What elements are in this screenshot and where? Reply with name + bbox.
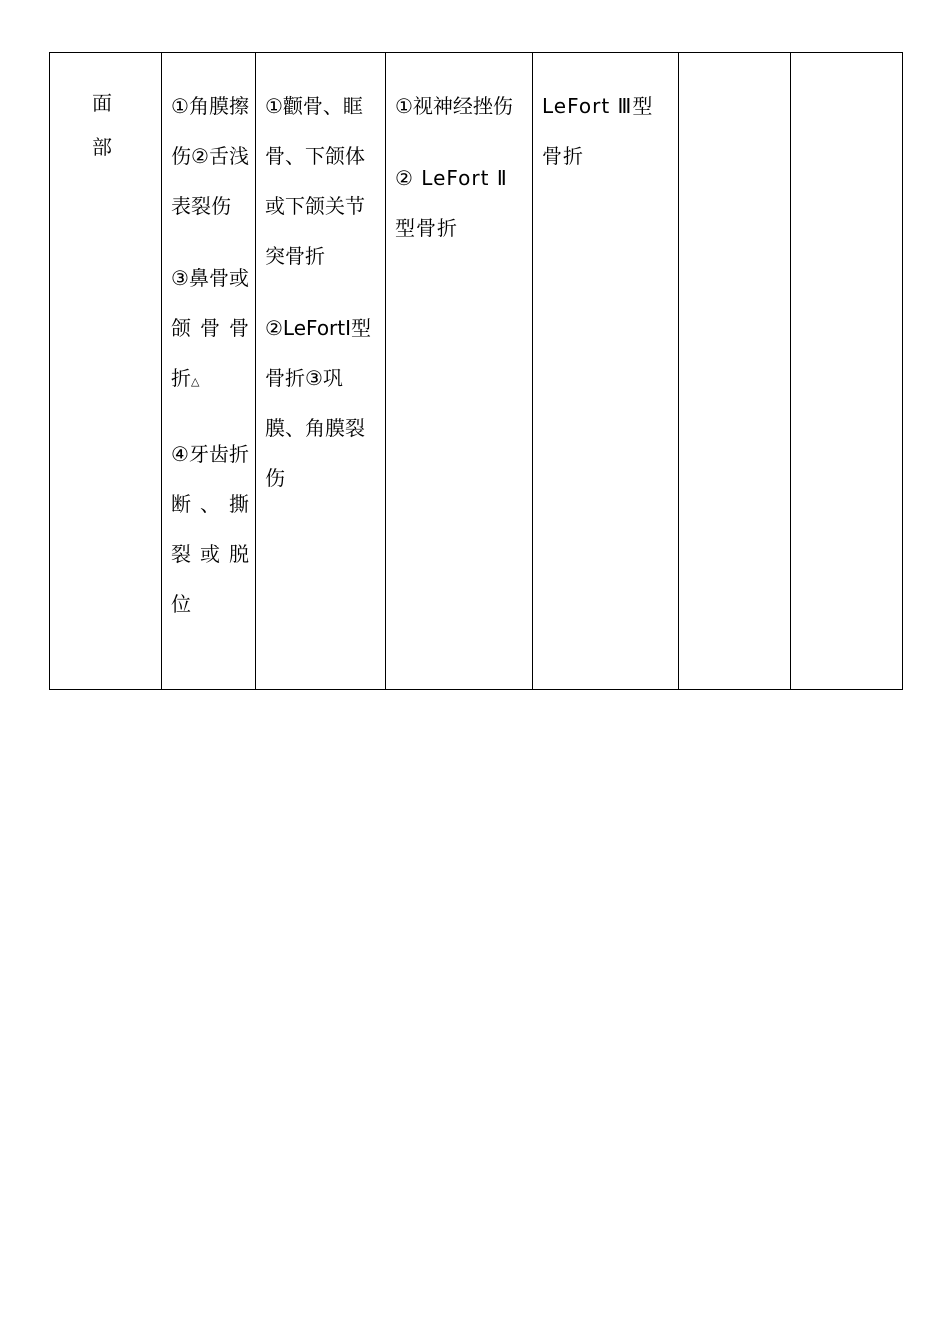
region-label-line2: 部 xyxy=(92,135,112,159)
grade-cell-4 xyxy=(533,53,679,690)
grade-2-item-2: ②LeFortⅠ型骨折③巩膜、角膜裂伤 xyxy=(265,316,372,490)
triangle-mark: △ xyxy=(191,375,200,388)
grade-3-item-1: ①视神经挫伤 xyxy=(395,94,513,118)
injury-grade-table xyxy=(49,52,903,690)
region-cell xyxy=(50,53,162,690)
grade-3-item-2: ② LeFort Ⅱ型骨折 xyxy=(395,166,508,240)
grade-cell-1 xyxy=(162,53,256,690)
grade-cell-5 xyxy=(679,53,791,690)
region-label-line1: 面 xyxy=(92,91,112,115)
grade-1-item-2 xyxy=(171,253,249,407)
grade-1-item-3: ④牙齿折断、撕裂或脱位 xyxy=(171,442,249,616)
grade-cell-2 xyxy=(256,53,386,690)
grade-4-item-1: LeFort Ⅲ型骨折 xyxy=(542,94,654,168)
grade-cell-6 xyxy=(791,53,903,690)
grade-1-item-2-text: ③鼻骨或颌骨骨折 xyxy=(171,266,249,390)
table-row xyxy=(50,53,903,690)
grade-2-item-1: ①颧骨、眶骨、下颌体或下颌关节突骨折 xyxy=(265,94,365,268)
grade-1-item-1: ①角膜擦伤②舌浅表裂伤 xyxy=(171,94,249,218)
region-label xyxy=(92,81,112,169)
grade-cell-3 xyxy=(386,53,533,690)
